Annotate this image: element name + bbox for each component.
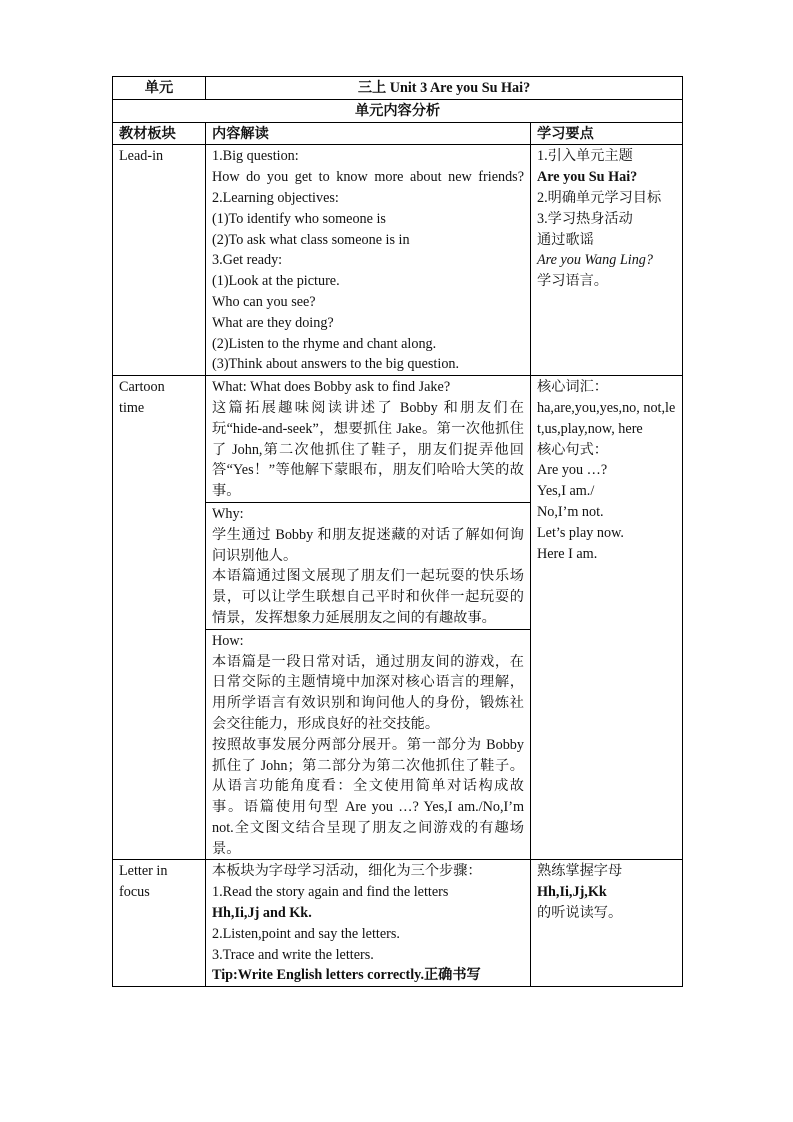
leadin-point-theme: Are you Su Hai? <box>537 169 638 186</box>
leadin-line: (1)To identify who someone is <box>212 210 386 227</box>
leadin-point-2: 2.明确单元学习目标 <box>537 189 662 206</box>
leadin-line: What are they doing? <box>212 314 334 331</box>
leadin-line: 2.Learning objectives: <box>212 189 339 206</box>
leadin-point-rhyme: Are you Wang Ling? <box>537 252 653 269</box>
how-paragraph-2: 按照故事发展分两部分展开。第一部分为 Bobby 抓住了 John；第二部分为第二次他抓住了鞋子。从语言功能角度看：全文使用简单对话构成故事。语篇使用句型 Are you …? Yes,I am./No,I’m not.全文图文结合呈现了朋友之间游戏的有趣场景。 <box>212 736 524 857</box>
how-label: How: <box>212 632 244 649</box>
unit-value: 三上 Unit 3 Are you Su Hai? <box>206 77 683 100</box>
letter-line: 本板块为字母学习活动，细化为三个步骤： <box>212 863 482 880</box>
letter-module-line: focus <box>119 884 150 901</box>
cartoon-module-line: time <box>119 399 145 416</box>
sentence-5: Here I am. <box>537 545 598 562</box>
cartoon-module <box>113 376 206 860</box>
col-module-header: 教材板块 <box>113 122 206 145</box>
cartoon-points <box>531 376 683 860</box>
leadin-point-3b: 通过歌谣 <box>537 231 594 248</box>
col-points-header: 学习要点 <box>531 122 683 145</box>
leadin-line: 1.Big question: <box>212 148 299 165</box>
cartoon-how <box>206 629 531 860</box>
section-title-row <box>113 99 683 122</box>
sentence-4: Let’s play now. <box>537 524 624 541</box>
how-paragraph-1: 本语篇是一段日常对话，通过朋友间的游戏，在日常交际的主题情境中加深对核心语言的理解，用所学语言有效识别和询问他人的身份，锻炼社会交往能力，形成良好的社交技能。 <box>212 653 524 732</box>
col-content-header: 内容解读 <box>206 122 531 145</box>
cartoon-module-line: Cartoon <box>119 379 165 396</box>
leadin-point-3: 3.学习热身活动 <box>537 210 633 227</box>
leadin-line: Who can you see? <box>212 293 316 310</box>
section-title: 单元内容分析 <box>113 99 683 122</box>
leadin-point-1: 1.引入单元主题 <box>537 148 633 165</box>
why-label: Why: <box>212 505 244 522</box>
letter-points <box>531 860 683 987</box>
leadin-point-3c: 学习语言。 <box>537 273 608 290</box>
why-paragraph-1: 学生通过 Bobby 和朋友捉迷藏的对话了解如何询问识别他人。 <box>212 526 524 564</box>
sentence-label: 核心句式： <box>537 441 608 458</box>
cartoon-what <box>206 376 531 503</box>
letter-target: Hh,Ii,Jj and Kk. <box>212 905 312 922</box>
letter-point-3: 的听说读写。 <box>537 905 623 922</box>
leadin-module: Lead-in <box>113 145 206 376</box>
vocab-label: 核心词汇： <box>537 379 608 396</box>
what-text: 这篇拓展趣味阅读讲述了 Bobby 和朋友们在玩“hide-and-seek”，想要抓住 Jake。第一次他抓住了 John,第二次他抓住了鞋子，朋友们捉弄他回答“Yes！”等他解下蒙眼布，朋友们哈哈大笑的故事。 <box>212 399 524 500</box>
letter-module <box>113 860 206 987</box>
letter-point-letters: Hh,Ii,Jj,Kk <box>537 884 607 901</box>
leadin-line: (2)Listen to the rhyme and chant along. <box>212 335 437 352</box>
leadin-line: (2)To ask what class someone is in <box>212 231 410 248</box>
letter-line: 3.Trace and write the letters. <box>212 946 374 963</box>
leadin-points <box>531 145 683 376</box>
sentence-1: Are you …? <box>537 462 608 479</box>
letter-line: 1.Read the story again and find the letters <box>212 884 449 901</box>
cartoon-why <box>206 502 531 629</box>
why-paragraph-2: 本语篇通过图文展现了朋友们一起玩耍的快乐场景，可以让学生联想自己平时和伙伴一起玩耍的情景，发挥想象力延展朋友之间的有趣故事。 <box>212 568 524 626</box>
letter-module-line: Letter in <box>119 863 168 880</box>
cartoon-what-row <box>113 376 683 503</box>
sentence-2: Yes,I am./ <box>537 483 595 500</box>
leadin-line: (1)Look at the picture. <box>212 273 340 290</box>
what-question: What: What does Bobby ask to find Jake? <box>212 379 451 396</box>
leadin-row <box>113 145 683 376</box>
letter-row <box>113 860 683 987</box>
leadin-line: 3.Get ready: <box>212 252 283 269</box>
column-header-row <box>113 122 683 145</box>
leadin-line: (3)Think about answers to the big question. <box>212 356 460 373</box>
vocab-list: ha,are,you,yes,no, not,let,us,play,now, here <box>537 399 676 437</box>
letter-line: 2.Listen,point and say the letters. <box>212 925 400 942</box>
letter-point-1: 熟练掌握字母 <box>537 863 623 880</box>
letter-tip: Tip:Write English letters correctly.正确书写 <box>212 967 481 984</box>
unit-label: 单元 <box>113 77 206 100</box>
leadin-line: How do you get to know more about new friends? <box>212 169 524 186</box>
sentence-3: No,I’m not. <box>537 503 604 520</box>
leadin-content <box>206 145 531 376</box>
letter-content <box>206 860 531 987</box>
unit-analysis-table <box>112 76 683 987</box>
unit-row <box>113 77 683 100</box>
